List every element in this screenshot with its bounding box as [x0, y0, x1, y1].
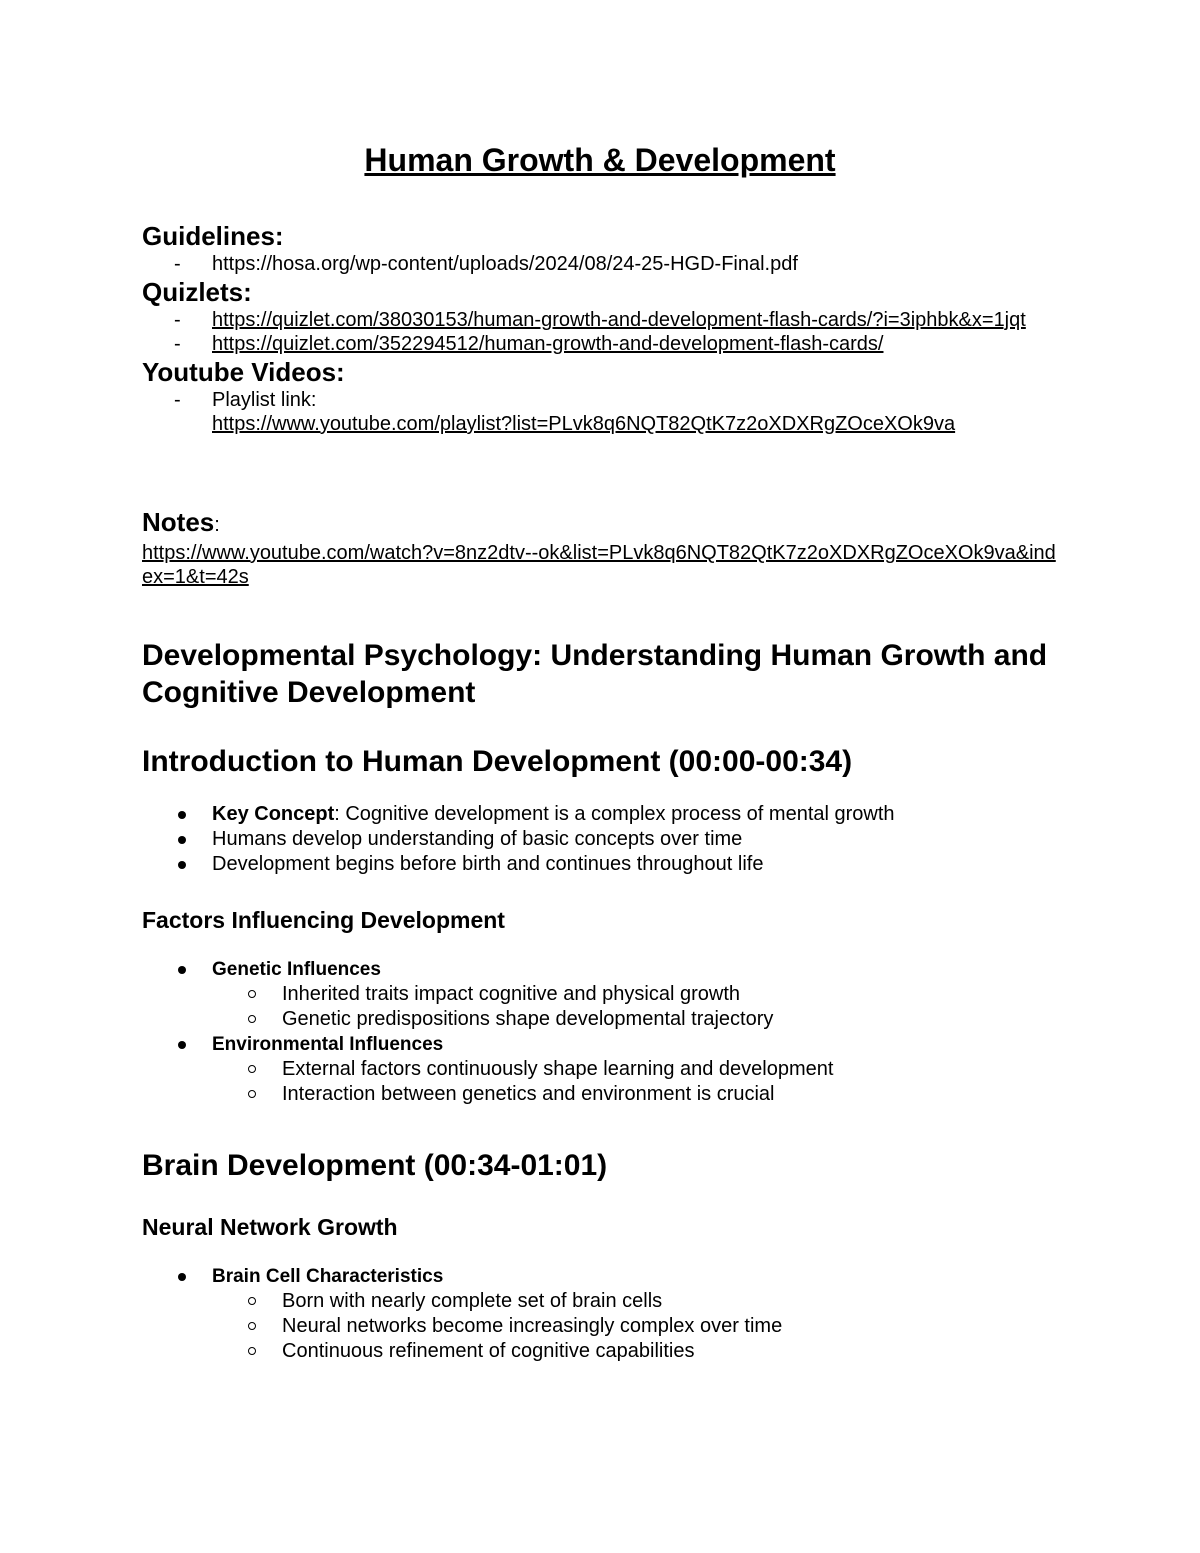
sub-list [212, 1289, 1058, 1364]
bullet-dot [178, 1273, 186, 1281]
quizlet-link-1[interactable]: https://quizlet.com/38030153/human-growth-and-development-flash-cards/?i=3iphbk&x=1jqt [212, 309, 1026, 331]
intro-list [142, 802, 1058, 877]
key-concept-text: : Cognitive development is a complex process of mental growth [334, 803, 895, 825]
brain-list [142, 1264, 1058, 1364]
notes-colon: : [214, 514, 220, 536]
youtube-label: Youtube Videos: [142, 357, 345, 387]
sub-item-text: Continuous refinement of cognitive capabilities [282, 1340, 695, 1362]
intro-item: Development begins before birth and continues throughout life [212, 853, 764, 875]
group-label: Brain Cell Characteristics [212, 1266, 444, 1287]
list-item [142, 957, 1058, 1032]
quizlets-label: Quizlets: [142, 277, 252, 307]
list-item [142, 1032, 1058, 1107]
intro-heading: Introduction to Human Development (00:00-00:34) [142, 745, 853, 778]
sub-item-text: External factors continuously shape learning and development [282, 1058, 834, 1080]
list-item [142, 1264, 1058, 1364]
list-item [142, 388, 1058, 436]
notes-heading [142, 506, 1058, 541]
notes-label: Notes [142, 507, 215, 537]
neural-heading: Neural Network Growth [142, 1214, 398, 1240]
list-item [142, 827, 1058, 852]
notes-link-line [142, 541, 1058, 589]
circle-bullet [248, 1015, 256, 1023]
list-item [142, 852, 1058, 877]
dash-bullet: - [174, 309, 181, 331]
sub-list [212, 1057, 1058, 1107]
sub-item-text: Inherited traits impact cognitive and physical growth [282, 983, 741, 1005]
circle-bullet [248, 1090, 256, 1098]
sub-item [212, 1314, 1058, 1339]
bullet-dot [178, 1041, 186, 1049]
guidelines-url[interactable]: https://hosa.org/wp-content/uploads/2024/08/24-25-HGD-Final.pdf [212, 253, 798, 275]
factors-list [142, 957, 1058, 1107]
sub-item [212, 1007, 1058, 1032]
quizlet-link-2[interactable]: https://quizlet.com/352294512/human-growth-and-development-flash-cards/ [212, 333, 884, 355]
group-label: Genetic Influences [212, 959, 381, 980]
intro-item: Humans develop understanding of basic concepts over time [212, 828, 743, 850]
bullet-dot [178, 861, 186, 869]
list-item [142, 332, 1058, 356]
sub-item-text: Interaction between genetics and environment is crucial [282, 1083, 775, 1105]
sub-item-text: Genetic predispositions shape developmental trajectory [282, 1008, 774, 1030]
circle-bullet [248, 990, 256, 998]
document-body [142, 138, 1058, 1364]
sub-item-text: Born with nearly complete set of brain cells [282, 1290, 663, 1312]
playlist-link[interactable]: https://www.youtube.com/playlist?list=PLvk8q6NQT82QtK7z2oXDXRgZOceXOk9va [212, 413, 956, 435]
circle-bullet [248, 1297, 256, 1305]
sub-item [212, 1057, 1058, 1082]
group-label: Environmental Influences [212, 1034, 444, 1055]
sub-list [212, 982, 1058, 1032]
sub-item [212, 982, 1058, 1007]
dash-bullet: - [174, 389, 181, 411]
sub-item [212, 1339, 1058, 1364]
sub-item-text: Neural networks become increasingly complex over time [282, 1315, 783, 1337]
dash-bullet: - [174, 333, 181, 355]
guidelines-list [142, 252, 1058, 276]
factors-heading: Factors Influencing Development [142, 907, 505, 933]
list-item [142, 802, 1058, 827]
list-item [142, 252, 1058, 276]
main-heading: Developmental Psychology: Understanding Human Growth and Cognitive Development [142, 639, 1048, 709]
circle-bullet [248, 1347, 256, 1355]
sub-item [212, 1289, 1058, 1314]
guidelines-label: Guidelines: [142, 221, 284, 251]
playlist-label: Playlist link: [212, 389, 317, 411]
bullet-dot [178, 966, 186, 974]
list-item [142, 308, 1058, 332]
circle-bullet [248, 1322, 256, 1330]
dash-bullet: - [174, 253, 181, 275]
notes-link[interactable]: https://www.youtube.com/watch?v=8nz2dtv--ok&list=PLvk8q6NQT82QtK7z2oXDXRgZOceXOk9va&index=1&t=42s [142, 542, 1056, 588]
brain-heading: Brain Development (00:34-01:01) [142, 1149, 608, 1182]
sub-item [212, 1082, 1058, 1107]
bullet-dot [178, 836, 186, 844]
youtube-list [142, 388, 1058, 436]
document-title: Human Growth & Development [364, 142, 836, 178]
quizlets-list [142, 308, 1058, 356]
bullet-dot [178, 811, 186, 819]
key-concept-label: Key Concept [212, 803, 335, 825]
circle-bullet [248, 1065, 256, 1073]
